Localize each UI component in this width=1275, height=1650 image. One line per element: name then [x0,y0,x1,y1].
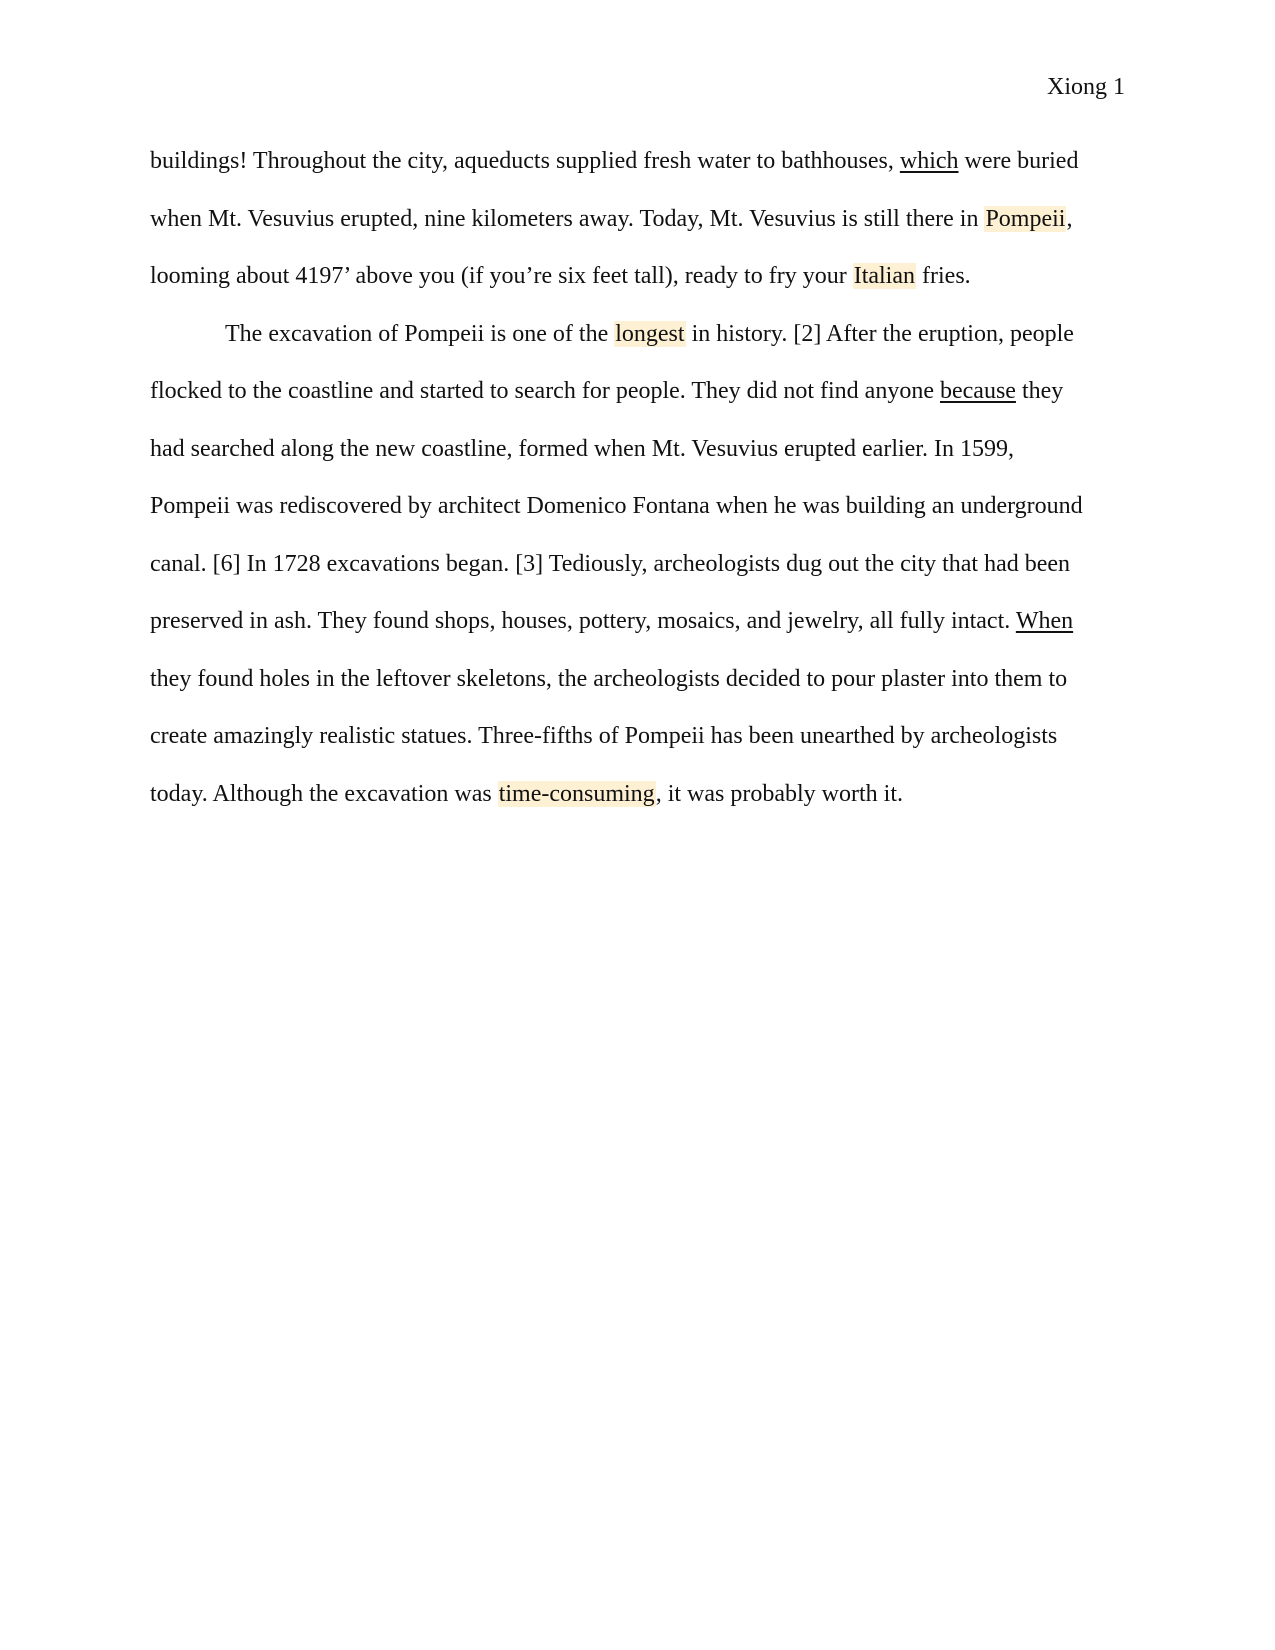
text-segment: in history. [2] After the eruption, people [685,320,1074,347]
text-line [150,261,1125,319]
highlighted-word: Pompeii [985,205,1066,232]
text-segment: were buried [958,148,1079,174]
text-segment: they found holes in the leftover skeletons, the archeologists decided to pour plaster into them to [150,665,1068,692]
text-line [150,376,1125,434]
body-text [150,146,1125,836]
text-segment: flocked to the coastline and started to search for people. They did not find anyone [150,378,940,404]
text-line [150,721,1125,779]
text-line [150,664,1125,722]
text-segment: buildings! Throughout the city, aqueducts supplied fresh water to bathhouses, [150,148,900,174]
text-segment: had searched along the new coastline, formed when Mt. Vesuvius erupted earlier. In 1599, [150,435,1014,462]
highlighted-word: Italian [853,263,916,289]
text-segment: looming about 4197’ above you (if you’re six feet tall), ready to fry your [150,263,853,289]
text-segment: The excavation of Pompeii is one of the [225,320,615,347]
text-line [150,606,1125,664]
running-head: Xiong 1 [1047,74,1125,100]
text-segment: canal. [6] In 1728 excavations began. [3] Tediously, archeologists dug out the city that had been [150,550,1071,577]
text-segment: they [1015,378,1064,404]
highlighted-word: longest [615,320,685,347]
text-line [150,146,1125,204]
text-segment: today. Although the excavation was [150,780,498,807]
highlighted-word: time-consuming [498,780,655,807]
text-line [150,491,1125,549]
text-line [150,434,1125,492]
text-segment: , [1066,205,1073,232]
paragraph-start-line [150,319,1125,377]
text-segment: fries. [916,263,971,289]
text-line [150,549,1125,607]
text-segment: preserved in ash. They found shops, houses, pottery, mosaics, and jewelry, all fully intact. [150,608,1016,634]
text-segment: Pompeii was rediscovered by architect Domenico Fontana when he was building an underground [150,493,1083,519]
text-segment: create amazingly realistic statues. Three-fifths of Pompeii has been unearthed by archeologists [150,723,1058,749]
text-line [150,204,1125,262]
text-line [150,779,1125,837]
text-segment: , it was probably worth it. [655,780,903,807]
underlined-word: When [1015,608,1074,634]
text-segment: when Mt. Vesuvius erupted, nine kilometers away. Today, Mt. Vesuvius is still there in [150,205,985,232]
underlined-word: which [899,148,959,174]
underlined-word: because [939,378,1016,404]
